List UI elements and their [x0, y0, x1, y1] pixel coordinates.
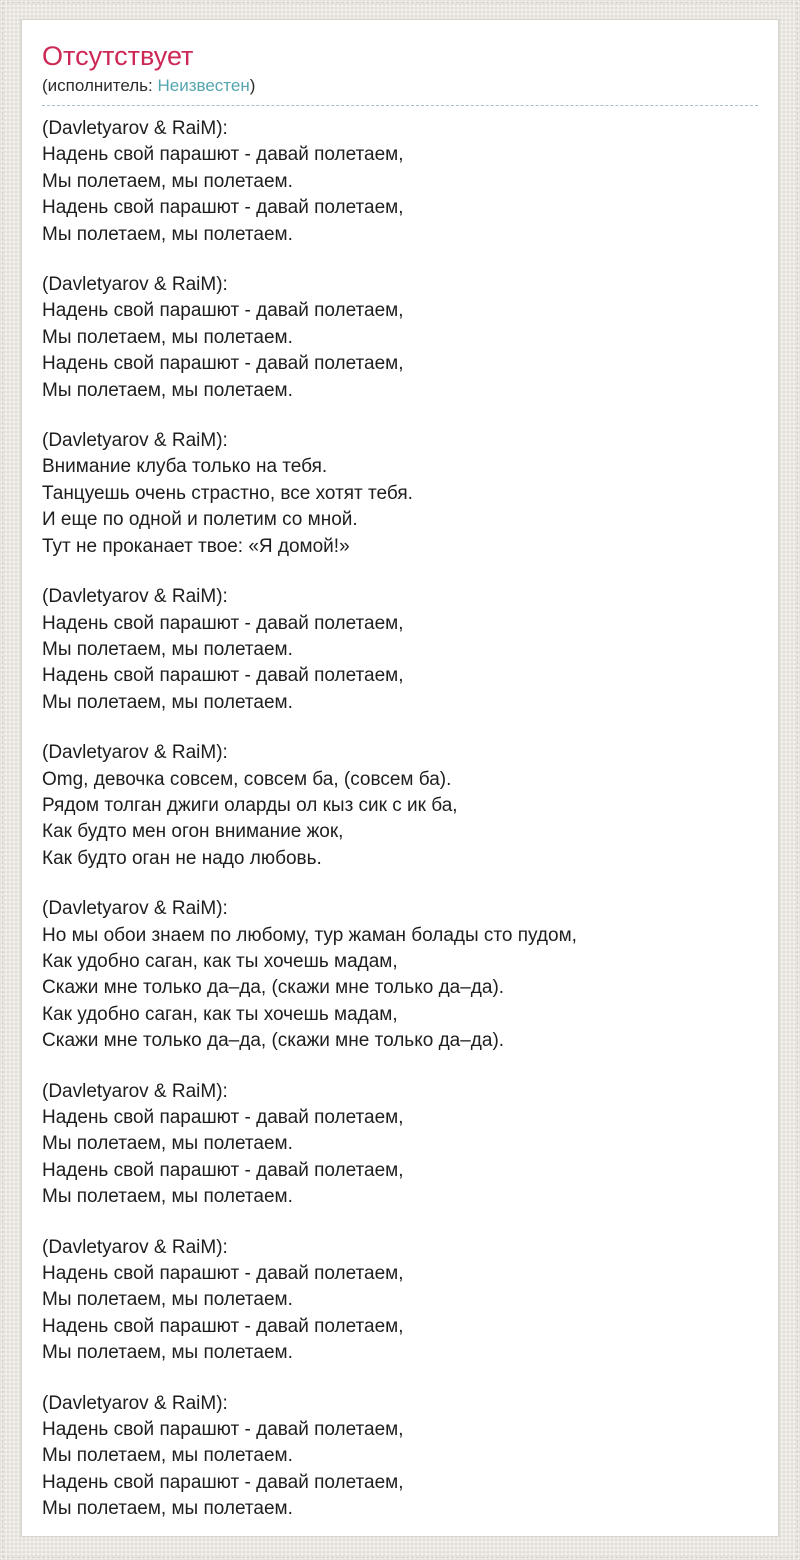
lyric-line: Надень свой парашют - давай полетаем, [42, 612, 404, 634]
lyric-line: Надень свой парашют - давай полетаем, [42, 197, 404, 219]
lyric-line: Мы полетаем, мы полетаем. [42, 1186, 293, 1208]
song-title: Отсутствует [42, 41, 194, 71]
lyric-line: Надень свой парашют - давай полетаем, [42, 1315, 404, 1337]
lyrics-verse [42, 116, 758, 248]
lyric-line: Как удобно саган, как ты хочешь мадам, [42, 1003, 398, 1025]
lyric-line: Рядом толган джиги оларды ол кыз сик с ик ба, [42, 794, 458, 816]
artist-label-prefix: (исполнитель: [42, 76, 158, 95]
lyric-line: Мы полетаем, мы полетаем. [42, 170, 293, 192]
lyric-line: Надень свой парашют - давай полетаем, [42, 665, 404, 687]
lyric-line: Мы полетаем, мы полетаем. [42, 1498, 293, 1520]
lyric-line: (Davletyarov & RaiM): [42, 1236, 228, 1258]
lyric-line: Мы полетаем, мы полетаем. [42, 1445, 293, 1467]
artist-line [42, 75, 758, 106]
lyric-line: (Davletyarov & RaiM): [42, 430, 228, 452]
lyric-line: Тут не проканает твое: «Я домой!» [42, 535, 350, 557]
lyric-line: Внимание клуба только на тебя. [42, 456, 328, 478]
lyrics-verse [42, 1235, 758, 1367]
lyrics-card [21, 19, 779, 1537]
lyrics-verse [42, 740, 758, 872]
lyric-line: Но мы обои знаем по любому, тур жаман болады сто пудом, [42, 924, 577, 946]
lyric-line: Omg, девочка совсем, совсем ба, (совсем ба). [42, 768, 452, 790]
lyric-line: Танцуешь очень страстно, все хотят тебя. [42, 482, 413, 504]
lyric-line: Мы полетаем, мы полетаем. [42, 691, 293, 713]
lyrics-verse [42, 584, 758, 716]
lyrics-verse [42, 1079, 758, 1211]
lyric-line: Надень свой парашют - давай полетаем, [42, 1159, 404, 1181]
lyric-line: Мы полетаем, мы полетаем. [42, 326, 293, 348]
lyrics-verse [42, 272, 758, 404]
lyric-line: Скажи мне только да–да, (скажи мне только да–да). [42, 977, 505, 999]
lyric-line: Мы полетаем, мы полетаем. [42, 223, 293, 245]
lyric-line: (Davletyarov & RaiM): [42, 274, 228, 296]
lyric-line: (Davletyarov & RaiM): [42, 1392, 228, 1414]
lyric-line: Надень свой парашют - давай полетаем, [42, 300, 404, 322]
lyric-line: Мы полетаем, мы полетаем. [42, 379, 293, 401]
lyric-line: Мы полетаем, мы полетаем. [42, 638, 293, 660]
lyric-line: Надень свой парашют - давай полетаем, [42, 1471, 404, 1493]
lyric-line: (Davletyarov & RaiM): [42, 586, 228, 608]
artist-label-suffix: ) [249, 76, 256, 95]
lyric-line: Как будто оган не надо любовь. [42, 847, 322, 869]
lyric-line: Надень свой парашют - давай полетаем, [42, 1263, 404, 1285]
lyrics-verse [42, 1391, 758, 1523]
lyric-line: Как удобно саган, как ты хочешь мадам, [42, 950, 398, 972]
lyric-line: Надень свой парашют - давай полетаем, [42, 353, 404, 375]
lyric-line: И еще по одной и полетим со мной. [42, 509, 358, 531]
artist-link[interactable]: Неизвестен [157, 76, 250, 95]
lyric-line: (Davletyarov & RaiM): [42, 898, 228, 920]
lyric-line: (Davletyarov & RaiM): [42, 742, 228, 764]
lyric-line: (Davletyarov & RaiM): [42, 118, 228, 139]
lyrics-verse [42, 428, 758, 560]
lyrics-text [42, 116, 758, 1523]
lyric-line: Мы полетаем, мы полетаем. [42, 1342, 293, 1364]
lyric-line: Скажи мне только да–да, (скажи мне только да–да). [42, 1030, 505, 1052]
lyric-line: (Davletyarov & RaiM): [42, 1080, 228, 1102]
lyric-line: Как будто мен огон внимание жок, [42, 821, 344, 843]
lyric-line: Надень свой парашют - давай полетаем, [42, 144, 404, 166]
lyric-line: Мы полетаем, мы полетаем. [42, 1133, 293, 1155]
lyric-line: Надень свой парашют - давай полетаем, [42, 1107, 404, 1128]
lyric-line: Мы полетаем, мы полетаем. [42, 1289, 293, 1311]
lyrics-verse [42, 896, 758, 1054]
lyric-line: Надень свой парашют - давай полетаем, [42, 1419, 404, 1441]
